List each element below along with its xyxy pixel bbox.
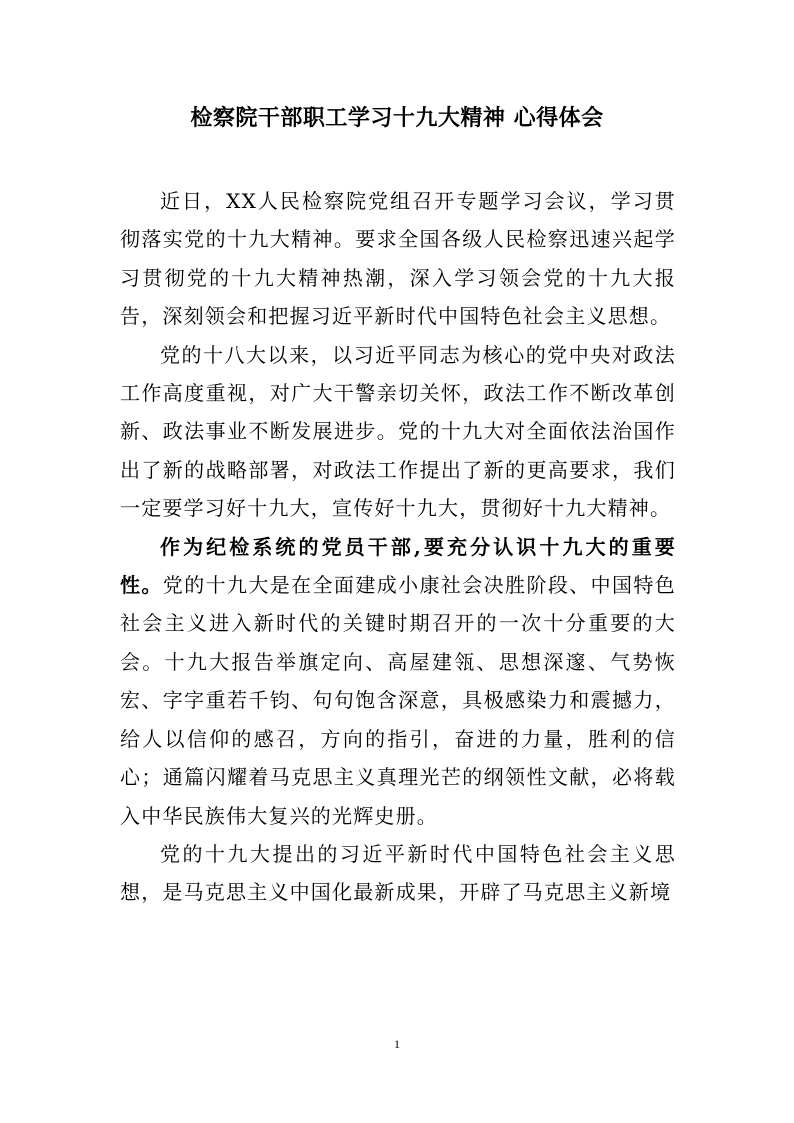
paragraph-4 <box>120 835 676 912</box>
paragraph-3 <box>120 528 676 835</box>
paragraph-2 <box>120 336 676 528</box>
paragraph-1 <box>120 182 676 336</box>
paragraph-4-text: 党的十九大提出的习近平新时代中国特色社会主义思想，是马克思主义中国化最新成果，开辟了马克思主义新境 <box>120 841 676 905</box>
paragraph-3-text: 党的十九大是在全面建成小康社会决胜阶段、中国特色社会主义进入新时代的关键时期召开的一次十分重要的大会。十九大报告举旗定向、高屋建瓴、思想深邃、气势恢宏、字字重若千钧、句句饱含深意，具极感染力和震撼力，给人以信仰的感召，方向的指引，奋进的力量，胜利的信心；通篇闪耀着马克思主义真理光芒的纲领性文献，必将载入中华民族伟大复兴的光辉史册。 <box>120 573 676 828</box>
paragraph-1-text: 近日，XX人民检察院党组召开专题学习会议，学习贯彻落实党的十九大精神。要求全国各级人民检察迅速兴起学习贯彻党的十九大精神热潮，深入学习领会党的十九大报告，深刻领会和把握习近平新时代中国特色社会主义思想。 <box>120 189 676 329</box>
paragraph-3-lead: 作为纪检系统的党员干部,要充分认识十九大的重要性。 <box>120 534 676 598</box>
paragraph-2-text: 党的十八大以来，以习近平同志为核心的党中央对政法工作高度重视，对广大干警亲切关怀，政法工作不断改革创新、政法事业不断发展进步。党的十九大对全面依法治国作出了新的战略部署，对政法工作提出了新的更高要求，我们一定要学习好十九大，宣传好十九大，贯彻好十九大精神。 <box>120 342 676 521</box>
page-number: 1 <box>394 1037 400 1051</box>
document-title: 检察院干部职工学习十九大精神 心得体会 <box>190 106 604 131</box>
document-body <box>120 182 676 912</box>
